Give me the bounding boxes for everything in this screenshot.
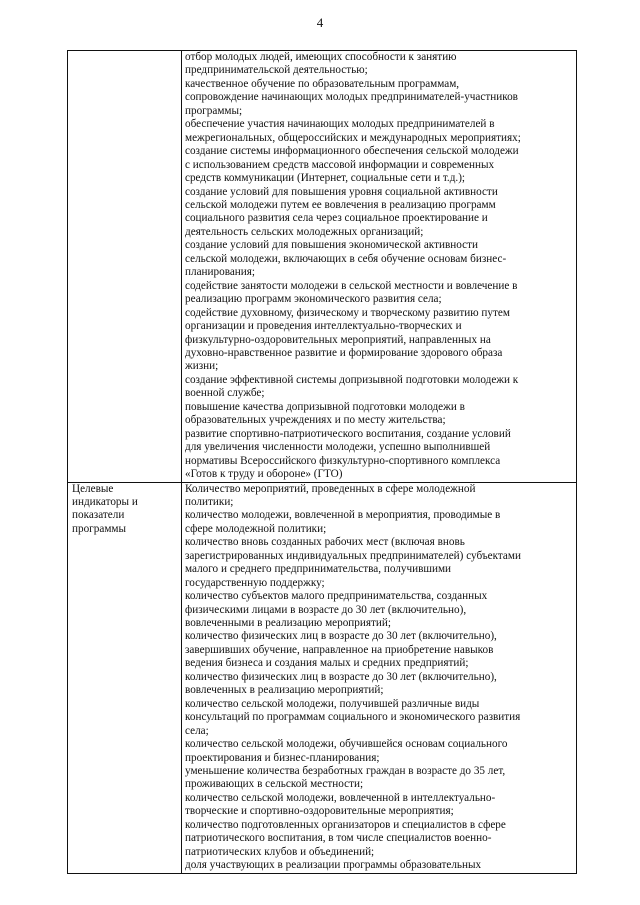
text-line: межрегиональных, общероссийских и международных мероприятиях; [185,131,521,144]
text-line: завершивших обучение, направленное на приобретение навыков [185,643,494,656]
text-line: сельской молодежи путем ее вовлечения в реализацию программ [185,198,496,211]
text-line: патриотических клубов и объединений; [185,845,375,858]
text-line: духовно-нравственное развитие и формирование здорового образа [185,346,503,359]
row-label-text [68,483,181,537]
text-line: качественное обучение по образовательным программам, [185,77,460,90]
text-line: деятельность сельских молодежных организаций; [185,225,424,238]
table-row-indicators [68,482,577,873]
text-line: военной службе; [185,387,265,400]
text-line: предпринимательской деятельностью; [185,64,368,77]
text-line: села; [185,724,209,737]
text-line: доля участвующих в реализации программы образовательных [185,859,482,872]
row-content-text [182,51,576,482]
text-line: сопровождение начинающих молодых предпринимателей-участников [185,91,518,104]
text-line: реализацию программ экономического развития села; [185,293,442,306]
text-line: Количество мероприятий, проведенных в сфере молодежной [185,482,476,495]
text-line: количество подготовленных организаторов и специалистов в сфере [185,818,506,831]
text-line: количество сельской молодежи, получившей различные виды [185,697,480,710]
text-line: организации и проведения интеллектуально-творческих и [185,320,462,333]
text-line: патриотического воспитания, в том числе специалистов военно- [185,832,492,845]
text-line: количество вновь созданных рабочих мест (включая вновь [185,536,465,549]
text-line: создание системы информационного обеспечения сельской молодежи [185,145,519,158]
text-line: ведения бизнеса и создания малых и средних предприятий; [185,657,469,670]
text-line: создание условий для повышения экономической активности [185,239,478,252]
text-line: количество субъектов малого предпринимательства, созданных [185,590,488,603]
text-line: Целевые [72,482,114,495]
text-line: количество молодежи, вовлеченной в мероприятия, проводимые в [185,509,501,522]
text-line: «Готов к труду и обороне» (ГТО) [185,468,343,481]
text-line: социального развития села через социальное проектирование и [185,212,488,225]
table-row-tasks [68,51,577,483]
text-line: зарегистрированных индивидуальных предпринимателей) субъектами [185,549,521,562]
text-line: нормативы Всероссийского физкультурно-спортивного комплекса [185,454,501,467]
text-line: сфере молодежной политики; [185,522,327,535]
text-line: обеспечение участия начинающих молодых предпринимателей в [185,118,495,131]
text-line: жизни; [185,360,219,373]
text-line: содействие духовному, физическому и творческому развитию путем [185,306,510,319]
text-line: вовлеченными в реализацию мероприятий; [185,617,391,630]
text-line: количество физических лиц в возрасте до 30 лет (включительно), [185,630,497,643]
text-line: отбор молодых людей, имеющих способности к занятию [185,51,457,63]
text-line: создание эффективной системы допризывной подготовки молодежи к [185,373,519,386]
text-line: политики; [185,495,234,508]
program-passport-table [67,50,577,874]
text-line: создание условий для повышения уровня социальной активности [185,185,498,198]
text-line: с использованием средств массовой информации и современных [185,158,495,171]
text-line: количество сельской молодежи, вовлеченной в интеллектуально- [185,791,496,804]
text-line: программы [72,522,126,535]
row-label-cell [68,51,182,483]
text-line: государственную поддержку; [185,576,325,589]
row-content-cell [182,51,577,483]
text-line: физкультурно-оздоровительных мероприятий, направленных на [185,333,491,346]
text-line: индикаторы и [72,495,138,508]
page-number: 4 [316,15,324,30]
text-line: малого и среднего предпринимательства, получившими [185,563,452,576]
text-line: сельской молодежи, включающих в себя обучение основам бизнес- [185,252,507,265]
text-line: для увеличения численности молодежи, успешно выполнившей [185,441,491,454]
text-line: количество сельской молодежи, обучившейся основам социального [185,738,508,751]
text-line: планирования; [185,266,256,279]
text-line: творческие и спортивно-оздоровительные мероприятия; [185,805,454,818]
text-line: показатели [72,509,125,522]
text-line: программы; [185,104,243,117]
text-line: консультаций по программам социального и экономического развития [185,711,521,724]
text-line: средств коммуникации (Интернет, социальные сети и т.д.); [185,172,466,185]
row-label-cell [68,482,182,873]
text-line: проживающих в сельской местности; [185,778,364,791]
text-line: вовлеченных в реализацию мероприятий; [185,684,384,697]
text-line: проектирования и бизнес-планирования; [185,751,380,764]
text-line: уменьшение количества безработных граждан в возрасте до 35 лет, [185,765,506,778]
text-line: количество физических лиц в возрасте до 30 лет (включительно), [185,670,497,683]
text-line: повышение качества допризывной подготовки молодежи в [185,400,465,413]
text-line: образовательных учреждениях и по месту жительства; [185,414,446,427]
text-line: развитие спортивно-патриотического воспитания, создание условий [185,427,511,440]
row-content-text [182,483,576,873]
text-line: содействие занятости молодежи в сельской местности и вовлечение в [185,279,518,292]
row-content-cell [182,482,577,873]
text-line: физическими лицами в возрасте до 30 лет (включительно), [185,603,467,616]
